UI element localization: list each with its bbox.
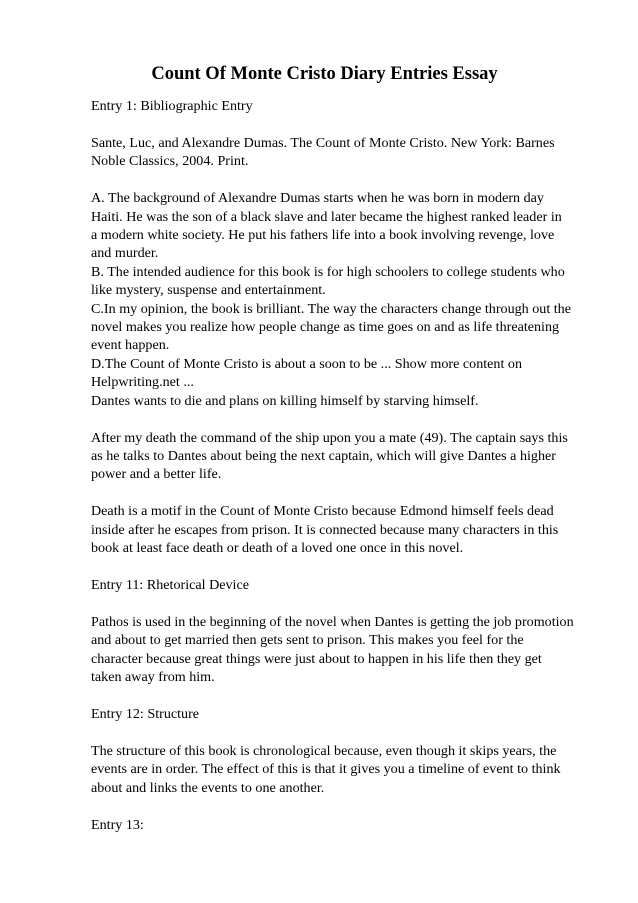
text-line: Entry 12: Structure xyxy=(91,706,200,723)
text-line: as he talks to Dantes about being the next captain, which will give Dantes a higher xyxy=(91,448,556,464)
text-line: A. The background of Alexandre Dumas starts when he was born in modern day xyxy=(91,190,544,207)
text-line: character because great things were just about to happen in his life then they get xyxy=(91,650,542,667)
text-line: Haiti. He was the son of a black slave and later became the highest ranked leader in xyxy=(91,208,562,225)
text-line: power and a better life. xyxy=(91,466,222,483)
paragraph-entry-12-heading xyxy=(91,705,588,723)
paragraph-structure xyxy=(91,742,588,797)
text-line: B. The intended audience for this book is for high schoolers to college students who xyxy=(91,263,565,280)
text-line: and murder. xyxy=(91,245,159,262)
text-line: Helpwriting.net ... xyxy=(91,374,194,391)
text-line: Dantes wants to die and plans on killing himself by starving himself. xyxy=(91,392,479,409)
page-title: Count Of Monte Cristo Diary Entries Essay xyxy=(151,64,498,84)
paragraph-motif xyxy=(91,502,588,557)
text-line: C.In my opinion, the book is brilliant. The way the characters change through out the xyxy=(91,300,571,317)
paragraph-quote xyxy=(91,429,588,484)
text-line: Pathos is used in the beginning of the novel when Dantes is getting the job promotion xyxy=(91,613,574,630)
paragraph-pathos xyxy=(91,613,588,687)
paragraph-entry-1-heading xyxy=(91,97,588,115)
text-line: Entry 1: Bibliographic Entry xyxy=(91,98,253,114)
text-line: Noble Classics, 2004. Print. xyxy=(91,153,249,170)
text-line: Sante, Luc, and Alexandre Dumas. The Count of Monte Cristo. New York: Barnes xyxy=(91,134,555,151)
text-line: D.The Count of Monte Cristo is about a soon to be ... Show more content on xyxy=(91,355,522,372)
paragraph-citation xyxy=(91,134,588,171)
paragraph-entry-11-heading xyxy=(91,576,588,594)
text-line: a modern white society. He put his fathers life into a book involving revenge, love xyxy=(91,227,555,244)
text-line: like mystery, suspense and entertainment. xyxy=(91,282,326,299)
text-line: and about to get married then gets sent to prison. This makes you feel for the xyxy=(91,632,524,649)
text-line: events are in order. The effect of this is that it gives you a timeline of event to think xyxy=(91,761,561,778)
paragraph-entry-13-heading xyxy=(91,816,588,834)
text-line: about and links the events to one another. xyxy=(91,779,325,796)
text-line: event happen. xyxy=(91,337,170,354)
text-line: taken away from him. xyxy=(91,669,215,686)
text-line: Entry 13: xyxy=(91,816,144,833)
text-line: inside after he escapes from prison. It is connected because many characters in this xyxy=(91,521,559,538)
text-line: novel makes you realize how people change as time goes on and as life threatening xyxy=(91,319,560,336)
paragraph-analysis xyxy=(91,189,588,410)
text-line: The structure of this book is chronological because, even though it skips years, the xyxy=(91,742,557,759)
text-line: Entry 11: Rhetorical Device xyxy=(91,577,249,594)
text-line: book at least face death or death of a loved one once in this novel. xyxy=(91,540,464,557)
text-line: After my death the command of the ship upon you a mate (49). The captain says this xyxy=(91,429,568,446)
text-line: Death is a motif in the Count of Monte Cristo because Edmond himself feels dead xyxy=(91,503,554,520)
